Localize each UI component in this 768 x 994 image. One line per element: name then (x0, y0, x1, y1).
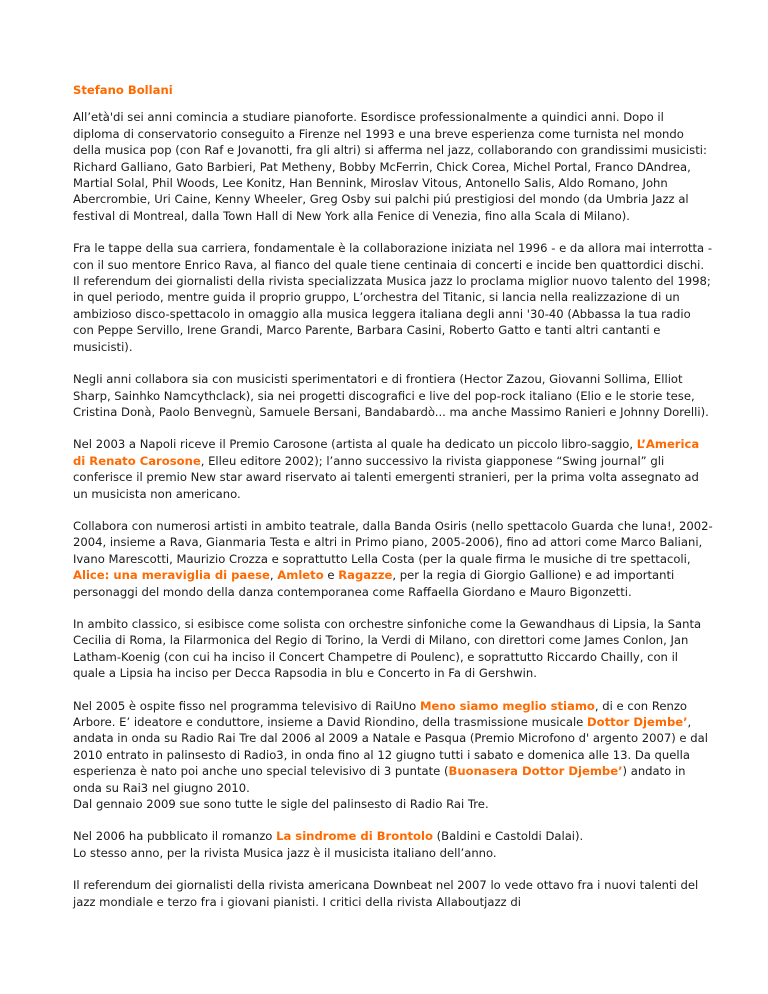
paragraph-television-radio: Nel 2005 è ospite fisso nel programma televisivo di RaiUno Meno siamo meglio stiamo, di e con Renzo Arbore. E’ ideatore e conduttore, insieme a David Riondino, della trasmissione musicale Dottor Djembe’, andata in onda su Radio Rai Tre dal 2006 al 2009 a Natale e Pasqua (Premio Microfono d' argento 2007) e dal 2010 entrato in palinsesto di Radio3, in onda fino al 12 giugno tutti i sabato e domenica alle 13. Da quella esperienza è nato poi anche uno special televisivo di 3 puntate (Buonasera Dottor Djembe’) andato in onda su Rai3 nel giugno 2010. Dal gennaio 2009 sue sono tutte le sigle del palinsesto di Radio Rai Tre. (73, 698, 708, 812)
link-sindrome-di-brontolo[interactable]: La sindrome di Brontolo (276, 829, 433, 844)
paragraph-novel: Nel 2006 ha pubblicato il romanzo La sindrome di Brontolo (Baldini e Castoldi Dalai). Lo stesso anno, per la rivista Musica jazz è il musicista italiano dell’anno. (73, 829, 584, 860)
link-ragazze[interactable]: Ragazze (338, 568, 393, 583)
link-dottor-djembe[interactable]: Dottor Djembe’ (587, 715, 688, 729)
link-alice[interactable]: Alice: una meraviglia di paese (73, 568, 270, 583)
paragraph-early-career: All’età'di sei anni comincia a studiare pianoforte. Esordisce professionalmente a quindici anni. Dopo il diploma di conservatorio conseguito a Firenze nel 1993 e una breve esperienza come turnista nel mondo della musica pop (con Raf e Jovanotti, fra gli altri) si afferma nel jazz, collaborando con grandissimi musicisti: Richard Galliano, Gato Barbieri, Pat Metheny, Bobby McFerrin, Chick Corea, Michel Portal, Franco DAndrea, Martial Solal, Phil Woods, Lee Konitz, Han Bennink, Miroslav Vitous, Antonello Salis, Aldo Romano, John Abercrombie, Uri Caine, Kenny Wheeler, Greg Osby sui palchi piú prestigiosi del mondo (da Umbria Jazz al festival di Montreal, dalla Town Hall di New York alla Fenice di Venezia, fino alla Scala di Milano). (73, 110, 707, 223)
link-meno-siamo-meglio-stiamo[interactable]: Meno siamo meglio stiamo (419, 698, 595, 713)
paragraph-rava-collaboration (73, 240, 713, 355)
link-amleto[interactable]: Amleto (277, 568, 324, 583)
paragraph-carosone-prize: Nel 2003 a Napoli riceve il Premio Carosone (artista al quale ha dedicato un piccolo libro-saggio, L’America di Renato Carosone, Elleu editore 2002); l’anno successivo la rivista giapponese “Swing journal” gli conferisce il premio New star award riservato ai talenti emergenti stranieri, per la prima volta assegnato ad un musicista non americano. (73, 437, 700, 501)
link-america-carosone[interactable]: L’America di Renato Carosone (73, 437, 700, 468)
paragraph-text: Il referendum dei giornalisti della rivista specializzata Musica jazz lo proclama miglior nuovo talento del 1998; in quel periodo, mentre guida il proprio gruppo, L’orchestra del Titanic, si lancia nella realizzazione di un ambizioso disco-spettacolo in omaggio alla musica leggera italiana degli anni '30-40 (Abbassa la tua radio con Peppe Servillo, Irene Grandi, Marco Parente, Barbara Casini, Roberto Gatto e tanti altri cantanti e musicisti). (73, 274, 711, 354)
paragraph-theatre: Collabora con numerosi artisti in ambito teatrale, dalla Banda Osiris (nello spettacolo Guarda che luna!, 2002-2004, insieme a Rava, Gianmaria Testa e altri in Primo piano, 2005-2006), fino ad attori come Marco Baliani, Ivano Marescotti, Maurizio Crozza e soprattutto Lella Costa (per la quale firma le musiche di tre spettacoli, Alice: una meraviglia di paese, Amleto e Ragazze, per la regia di Giorgio Gallione) e ad importanti personaggi del mondo della danza contemporanea come Raffaella Giordano e Mauro Bigonzetti. (73, 518, 713, 599)
page-title: Stefano Bollani (73, 83, 173, 97)
paragraph-frontier-collaborations: Negli anni collabora sia con musicisti sperimentatori e di frontiera (Hector Zazou, Giovanni Sollima, Elliot Sharp, Sainhko Namcythclack), sia nei progetti discografici e live del pop-rock italiano (Elio e le storie tese, Cristina Donà, Paolo Benvegnù, Samuele Bersani, Bandabardò... ma anche Massimo Ranieri e Johnny Dorelli). (73, 372, 709, 419)
article-body (73, 82, 713, 926)
paragraph-downbeat: Il referendum dei giornalisti della rivista americana Downbeat nel 2007 lo vede ottavo fra i nuovi talenti del jazz mondiale e terzo fra i giovani pianisti. I critici della rivista Allaboutjazz di (73, 878, 699, 909)
paragraph-text: Fra le tappe della sua carriera, fondamentale è la collaborazione iniziata nel 1996 - e da allora mai interrotta - con il suo mentore Enrico Rava, al fianco del quale tiene centinaia di concerti e incide ben quattordici dischi. (73, 241, 713, 272)
paragraph-classical: In ambito classico, si esibisce come solista con orchestre sinfoniche come la Gewandhaus di Lipsia, la Santa Cecilia di Roma, la Filarmonica del Regio di Torino, la Verdi di Milano, con direttori come James Conlon, Jan Latham-Koenig (con cui ha inciso il Concert Champetre di Poulenc), e soprattutto Riccardo Chailly, con il quale a Lipsia ha inciso per Decca Rapsodia in blu e Concerto in Fa di Gershwin. (73, 616, 702, 681)
link-buonasera-dottor-djembe[interactable]: Buonasera Dottor Djembe’ (448, 764, 623, 779)
